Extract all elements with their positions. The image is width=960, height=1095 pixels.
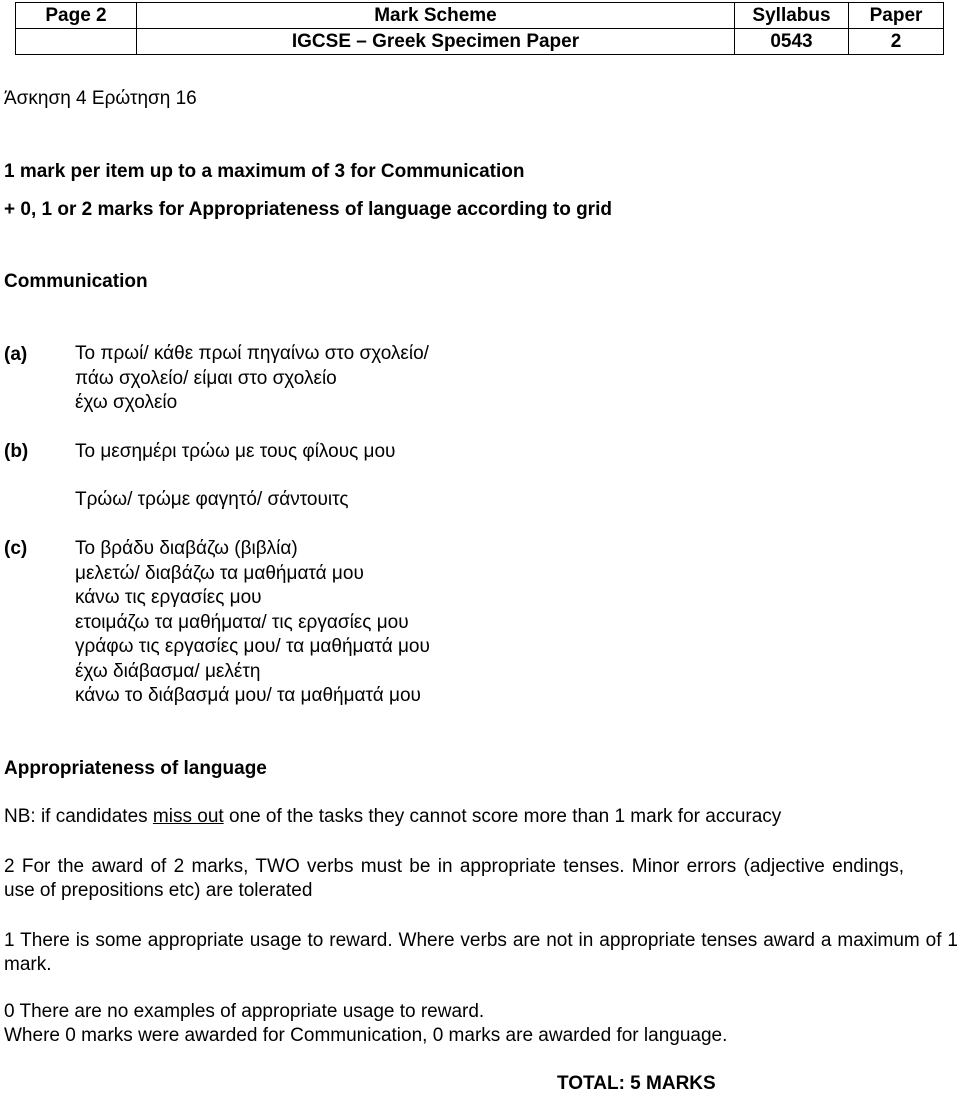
item-label-b: (b) <box>4 441 29 462</box>
header-page: Page 2 <box>16 3 137 29</box>
nb-note <box>4 806 781 828</box>
answer-line: κάνω το διάβασμά μου/ τα μαθήματά μου <box>75 685 421 706</box>
answer-line: πάω σχολείο/ είμαι στο σχολείο <box>75 367 337 389</box>
header-table <box>15 2 944 55</box>
grade-1-text: 1 There is some appropriate usage to reward. Where verbs are not in appropriate tenses award a maximum of 1 mark. <box>4 930 958 975</box>
item-answers-b-extra <box>75 488 349 513</box>
answer-line: Το βράδυ διαβάζω (βιβλία) <box>75 538 298 559</box>
communication-heading: Communication <box>4 271 148 292</box>
item-answers-a <box>75 342 429 416</box>
nb-suffix: one of the tasks they cannot score more than 1 mark for accuracy <box>223 806 782 827</box>
answer-line: κάνω τις εργασίες μου <box>75 587 262 608</box>
grade-2-text: 2 For the award of 2 marks, TWO verbs must be in appropriate tenses. Minor errors (adjective endings, use of prepositions etc) are tolerated <box>4 856 904 901</box>
header-paper-label: Paper <box>849 3 944 29</box>
exercise-heading: Άσκηση 4 Ερώτηση 16 <box>4 88 197 109</box>
nb-underlined: miss out <box>152 806 224 827</box>
marking-line-2: + 0, 1 or 2 marks for Appropriateness of language according to grid <box>4 199 612 220</box>
nb-prefix: NB: if candidates <box>4 806 153 827</box>
answer-line: Το πρωί/ κάθε πρωί πηγαίνω στο σχολείο/ <box>75 343 429 364</box>
item-answers-c <box>75 537 430 709</box>
answer-line: έχω διάβασμα/ μελέτη <box>75 660 261 682</box>
header-subtitle: IGCSE – Greek Specimen Paper <box>137 29 735 55</box>
header-empty-cell <box>16 29 137 55</box>
marking-line-1: 1 mark per item up to a maximum of 3 for Communication <box>4 161 525 182</box>
appropriateness-heading: Appropriateness of language <box>4 758 267 779</box>
item-label-a: (a) <box>4 344 28 365</box>
answer-line: ετοιμάζω τα μαθήματα/ τις εργασίες μου <box>75 611 409 633</box>
answer-line: Τρώω/ τρώμε φαγητό/ σάντουιτς <box>75 489 349 510</box>
header-syllabus-label: Syllabus <box>735 3 849 29</box>
answer-line: γράφω τις εργασίες μου/ τα μαθήματά μου <box>75 636 430 657</box>
header-title: Mark Scheme <box>137 3 735 29</box>
grade-0-line-1: 0 There are no examples of appropriate usage to reward. <box>4 1001 485 1022</box>
item-answers-b <box>75 440 395 465</box>
answer-line: έχω σχολείο <box>75 392 178 413</box>
total-marks: TOTAL: 5 MARKS <box>557 1073 716 1094</box>
answer-line: μελετώ/ διαβάζω τα μαθήματά μου <box>75 562 364 584</box>
grade-0-line-2: Where 0 marks were awarded for Communication, 0 marks are awarded for language. <box>4 1025 728 1046</box>
answer-line: Το μεσημέρι τρώω με τους φίλους μου <box>75 441 396 462</box>
header-paper-number: 2 <box>849 29 944 55</box>
header-syllabus-code: 0543 <box>735 29 849 55</box>
item-label-c: (c) <box>4 538 28 559</box>
